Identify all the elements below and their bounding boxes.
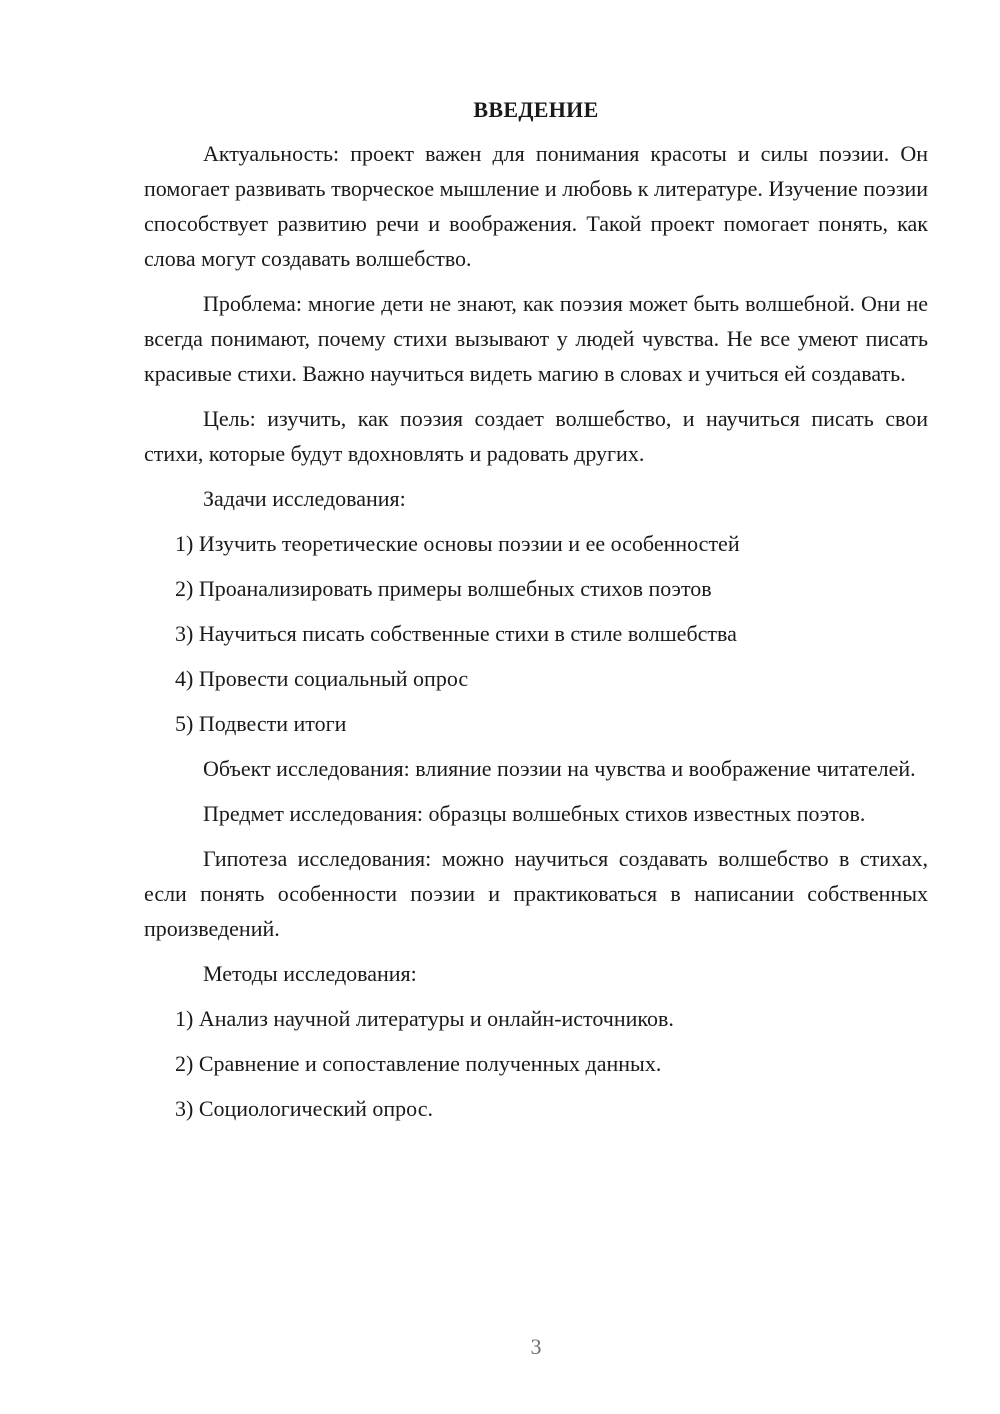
list-item: 5) Подвести итоги [175,711,347,736]
paragraph-object: Объект исследования: влияние поэзии на чувства и воображение читателей. [203,756,916,781]
list-item: 2) Проанализировать примеры волшебных стихов поэтов [175,576,712,601]
paragraph-subject: Предмет исследования: образцы волшебных стихов известных поэтов. [203,801,866,826]
list-item: 4) Провести социальный опрос [175,666,469,691]
list-item: 1) Изучить теоретические основы поэзии и ее особенностей [175,531,740,556]
paragraph-goal: Цель: изучить, как поэзия создает волшебство, и научиться писать свои стихи, которые будут вдохновлять и радовать других. [144,406,928,466]
list-item: 2) Сравнение и сопоставление полученных данных. [175,1051,662,1076]
methods-list [144,1001,928,1126]
list-item: 3) Социологический опрос. [175,1096,433,1121]
page-number: 3 [530,1334,542,1359]
document-page [144,92,928,1136]
tasks-list [144,526,928,741]
tasks-label: Задачи исследования: [203,486,406,511]
methods-label: Методы исследования: [203,961,417,986]
list-item: 3) Научиться писать собственные стихи в стиле волшебства [175,621,737,646]
paragraph-relevance: Актуальность: проект важен для понимания красоты и силы поэзии. Он помогает развивать творческое мышление и любовь к литературе. Изучение поэзии способствует развитию речи и воображения. Такой проект помогает понять, как слова могут создавать волшебство. [144,141,928,271]
section-heading: ВВЕДЕНИЕ [473,97,599,122]
paragraph-problem: Проблема: многие дети не знают, как поэзия может быть волшебной. Они не всегда понимают, почему стихи вызывают у людей чувства. Не все умеют писать красивые стихи. Важно научиться видеть магию в словах и учиться ей создавать. [144,291,928,386]
paragraph-hypothesis: Гипотеза исследования: можно научиться создавать волшебство в стихах, если понять особенности поэзии и практиковаться в написании собственных произведений. [144,846,928,941]
list-item: 1) Анализ научной литературы и онлайн-источников. [175,1006,674,1031]
